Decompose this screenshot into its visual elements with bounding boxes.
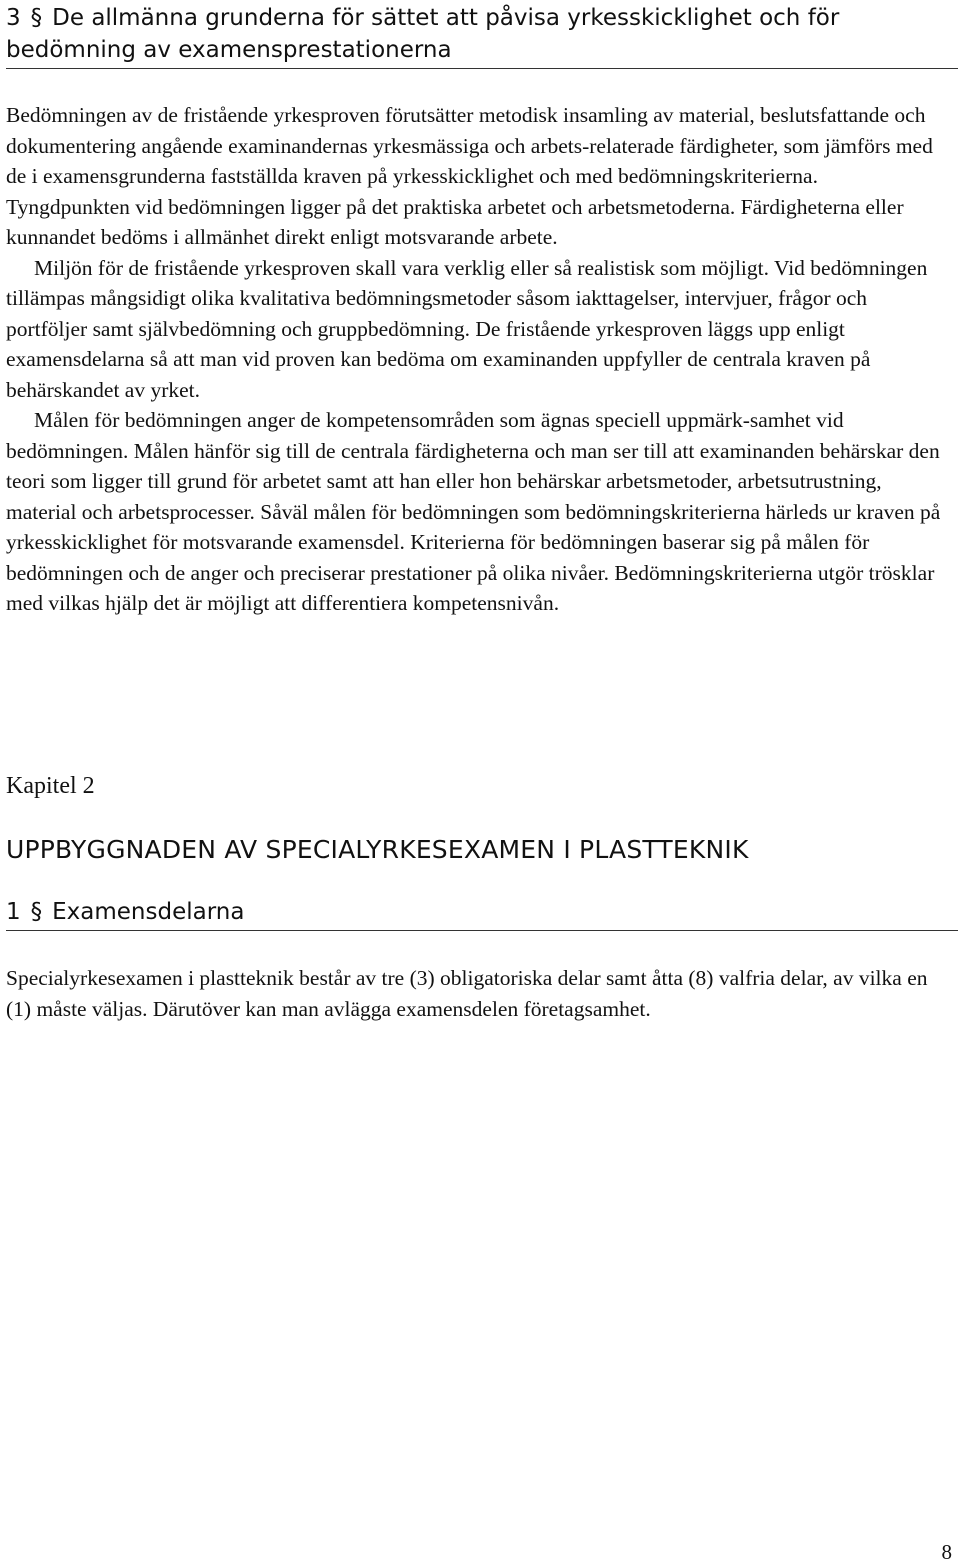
chapter-label: Kapitel 2 (6, 773, 95, 799)
paragraph: Bedömningen av de fristående yrkesproven förutsätter metodisk insamling av material, beslutsfattande och dokumentering angående examinandernas yrkesmässiga och arbets-relaterade färdigheter, som jämförs med de i examensgrunderna fastställda kraven på yrkesskicklighet och med bedömningskriterierna. Tyngdpunkten vid bedömningen ligger på det praktiska arbetet och arbetsmetoderna. Färdigheterna eller kunnandet bedöms i allmänhet direkt enligt motsvarande arbete. (6, 103, 933, 249)
section-title: Examensdelarna (52, 899, 245, 925)
section-title-line-2: bedömning av examensprestationerna (6, 37, 452, 63)
paragraph: Miljön för de fristående yrkesproven skall vara verklig eller så realistisk som möjligt. Vid bedömningen tillämpas mångsidigt olika kvalitativa bedömningsmetoder såsom iakttagelser, intervjuer, frågor och portföljer samt självbedömning och gruppbedömning. De fristående yrkesproven läggs upp enligt examensdelarna så att man vid proven kan bedöma om examinanden uppfyller de centrala kraven på behärskandet av yrket. (6, 255, 928, 402)
section-1-heading (6, 896, 958, 931)
chapter-title: UPPBYGGNADEN AV SPECIALYRKESEXAMEN I PLASTTEKNIK (6, 835, 749, 864)
paragraph: Målen för bedömningen anger de kompetensområden som ägnas speciell uppmärk-samhet vid bedömningen. Målen hänför sig till de centrala färdigheterna och man ser till att examinanden behärskar den teori som ligger till grund för arbetet samt att han eller hon behärskar arbetsmetoder, arbetsutrustning, material och arbetsprocesser. Såväl målen för bedömningen som bedömningskriterierna härleds ur kraven på yrkesskicklighet för motsvarande examensdel. Kriterierna för bedömningen baserar sig på målen för bedömningen och de anger och preciserar prestationer på olika nivåer. Bedömningskriterierna utgör trösklar med vilkas hjälp det är möjligt att differentiera kompetensnivån. (6, 408, 941, 615)
section-title-line-1: De allmänna grunderna för sättet att påvisa yrkesskicklighet och för (52, 5, 840, 31)
paragraph: Specialyrkesexamen i plastteknik består av tre (3) obligatoriska delar samt åtta (8) valfria delar, av vilka en (1) måste väljas. Därutöver kan man avlägga examensdelen företagsamhet. (6, 966, 928, 1021)
section-number: 3 (6, 5, 21, 31)
section-1-body (6, 963, 946, 1024)
section-number: 1 (6, 899, 21, 925)
section-sign-icon: § (30, 899, 43, 925)
page-number: 8 (941, 1540, 952, 1564)
section-sign-icon: § (30, 5, 43, 31)
section-3-body (6, 100, 946, 619)
section-3-heading (6, 2, 958, 69)
